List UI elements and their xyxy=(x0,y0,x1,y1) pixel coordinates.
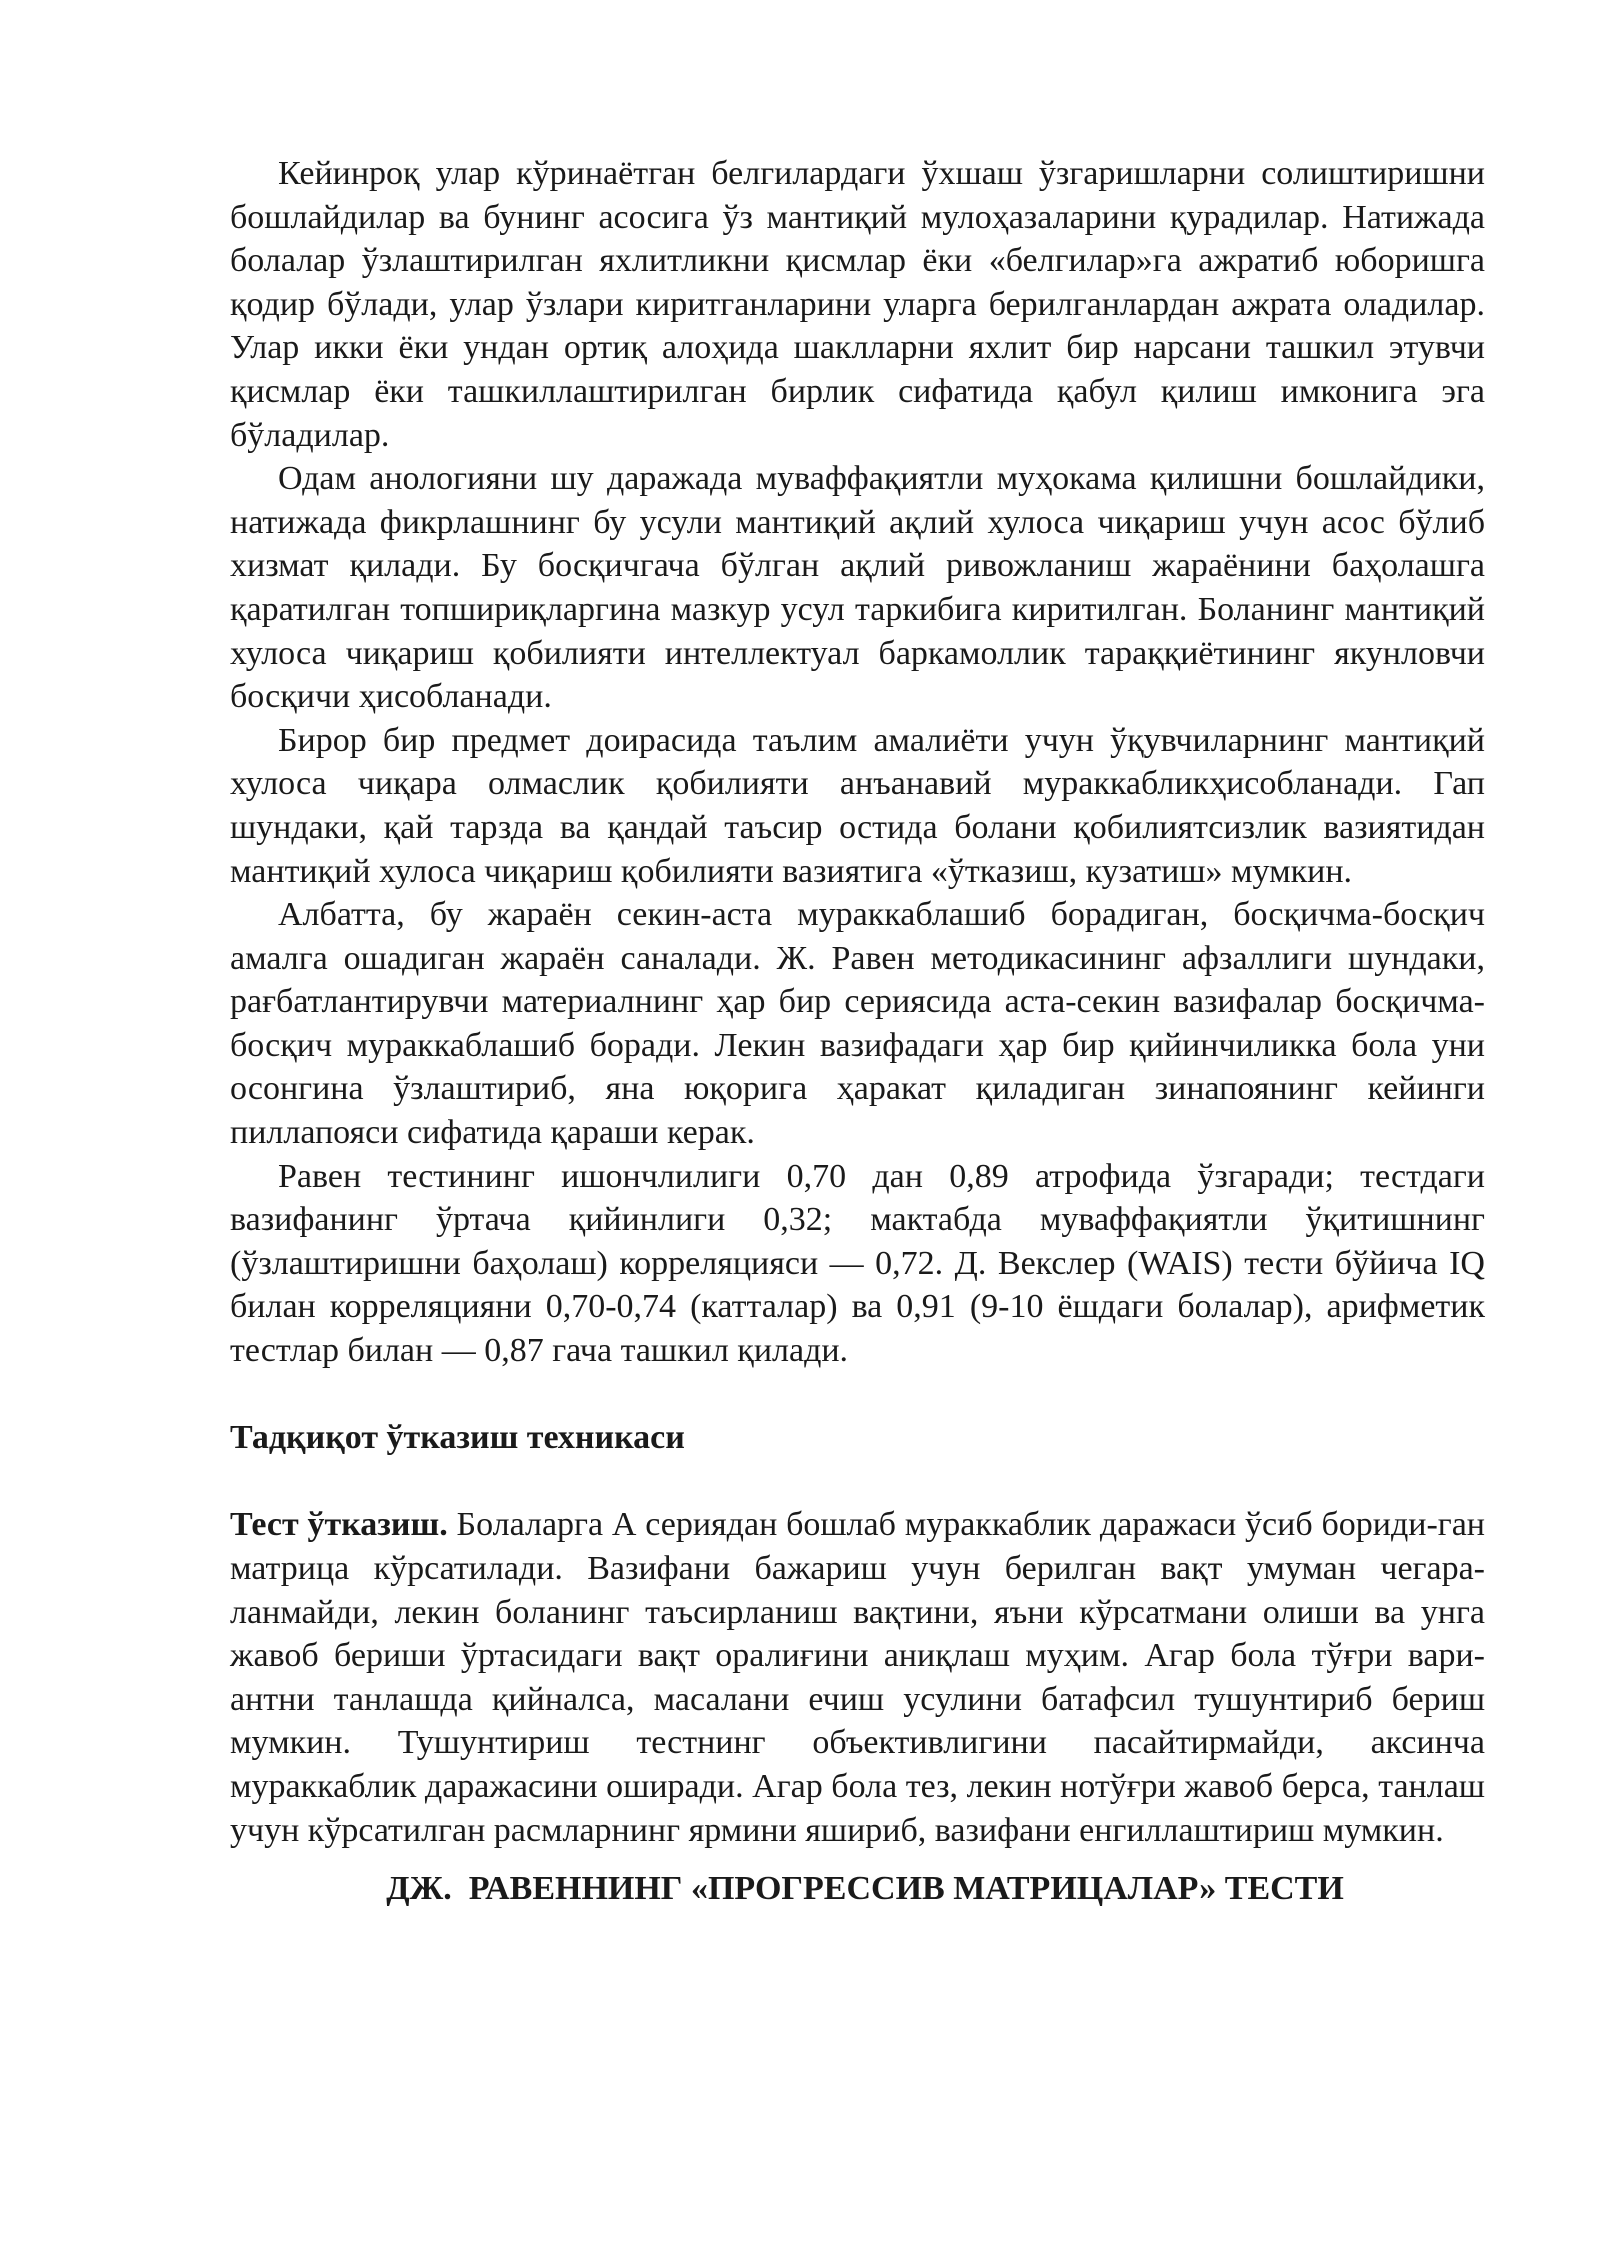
document-body xyxy=(230,152,1485,1852)
test-paragraph-lead: Тест ўтказиш. xyxy=(230,1506,448,1544)
document-title: ДЖ. РАВЕННИНГ «ПРОГРЕССИВ МАТРИЦАЛАР» ТЕСТИ xyxy=(386,1870,1344,1907)
paragraph: Бирор бир предмет доирасида таълим амалиёти учун ўқувчиларнинг мантиқий хулоса чиқара олмаслик қобилияти анъанавий мураккабликҳисобланади. Гап шундаки, қай тарзда ва қандай таъсир остида болани қобилиятсизлик вазиятидан мантиқий хулоса чиқариш қобилияти вазиятига «ўтказиш, кузатиш» мумкин. xyxy=(230,721,1485,890)
paragraph: Одам анологияни шу даражада муваффақиятли муҳокама қилишни бошлайдики, натижада фикрлашнинг бу усули мантиқий ақлий хулоса чиқариш учун асос бўлиб хизмат қилади. Бу босқичгача бўлган ақлий ривожланиш жараёнини баҳолашга қаратилган топшириқларгина мазкур усул таркибига киритилган. Боланинг мантиқий хулоса чиқариш қобилияти интеллектуал баркамоллик тараққиётининг якунловчи босқичи ҳисобланади. xyxy=(230,460,1485,716)
section-heading: Тадқиқот ўтказиш техникаси xyxy=(230,1419,685,1457)
test-paragraph-body: Болаларга А сериядан бошлаб мураккаблик даражаси ўсиб бориди-ган матрица кўрсатилади. Вазифани бажариш учун берилган вақт умуман чегара-ланмайди, лекин боланинг таъсирланиш вақтини, яъни кўрсатмани олиши ва унга жавоб бериши ўртасидаги вақт оралиғини аниқлаш муҳим. Агар бола тўғри вари-антни танлашда қийналса, масалани ечиш усулини батафсил тушунтириб бериш мумкин. Тушунтириш тестнинг объективлигини пасайтирмайди, аксинча мураккаблик даражасини оширади. Агар бола тез, лекин нотўғри жавоб берса, танлаш учун кўрсатилган расмларнинг ярмини яшириб, вазифани енгиллаштириш мумкин. xyxy=(230,1506,1485,1849)
paragraph: Албатта, бу жараён секин-аста мураккаблашиб борадиган, босқичма-босқич амалга ошадиган жараён саналади. Ж. Равен методикасининг афзаллиги шундаки, рағбатлантирувчи материалнинг ҳар бир сериясида аста-секин вазифалар босқичма-босқич мураккаблашиб боради. Лекин вазифадаги ҳар бир қийинчиликка бола уни осонгина ўзлаштириб, яна юқорига ҳаракат қиладиган зинапоянинг кейинги пиллапояси сифатида қараши керак. xyxy=(230,896,1485,1152)
test-paragraph xyxy=(230,1503,1485,1852)
paragraph: Кейинроқ улар кўринаётган белгилардаги ўхшаш ўзгаришларни солиштиришни бошлайдилар ва бунинг асосига ўз мантиқий мулоҳазаларини қурадилар. Натижада болалар ўзлаштирилган яхлитликни қисмлар ёки «белгилар»га ажратиб юборишга қодир бўлади, улар ўзлари киритганларини уларга берилганлардан ажрата оладилар. Улар икки ёки ундан ортиқ алоҳида шаклларни яхлит бир нарсани ташкил этувчи қисмлар ёки ташкиллаштирилган бирлик сифатида қабул қилиш имконига эга бўладилар. xyxy=(230,155,1485,454)
paragraph: Равен тестининг ишончлилиги 0,70 дан 0,89 атрофида ўзгаради; тестдаги вазифанинг ўртача қийинлиги 0,32; мактабда муваффақиятли ўқитишнинг (ўзлаштиришни баҳолаш) корреляцияси — 0,72. Д. Векслер (WAIS) тести бўйича IQ билан корреляцияни 0,70-0,74 (катталар) ва 0,91 (9-10 ёшдаги болалар), арифметик тестлар билан — 0,87 гача ташкил қилади. xyxy=(230,1157,1485,1370)
